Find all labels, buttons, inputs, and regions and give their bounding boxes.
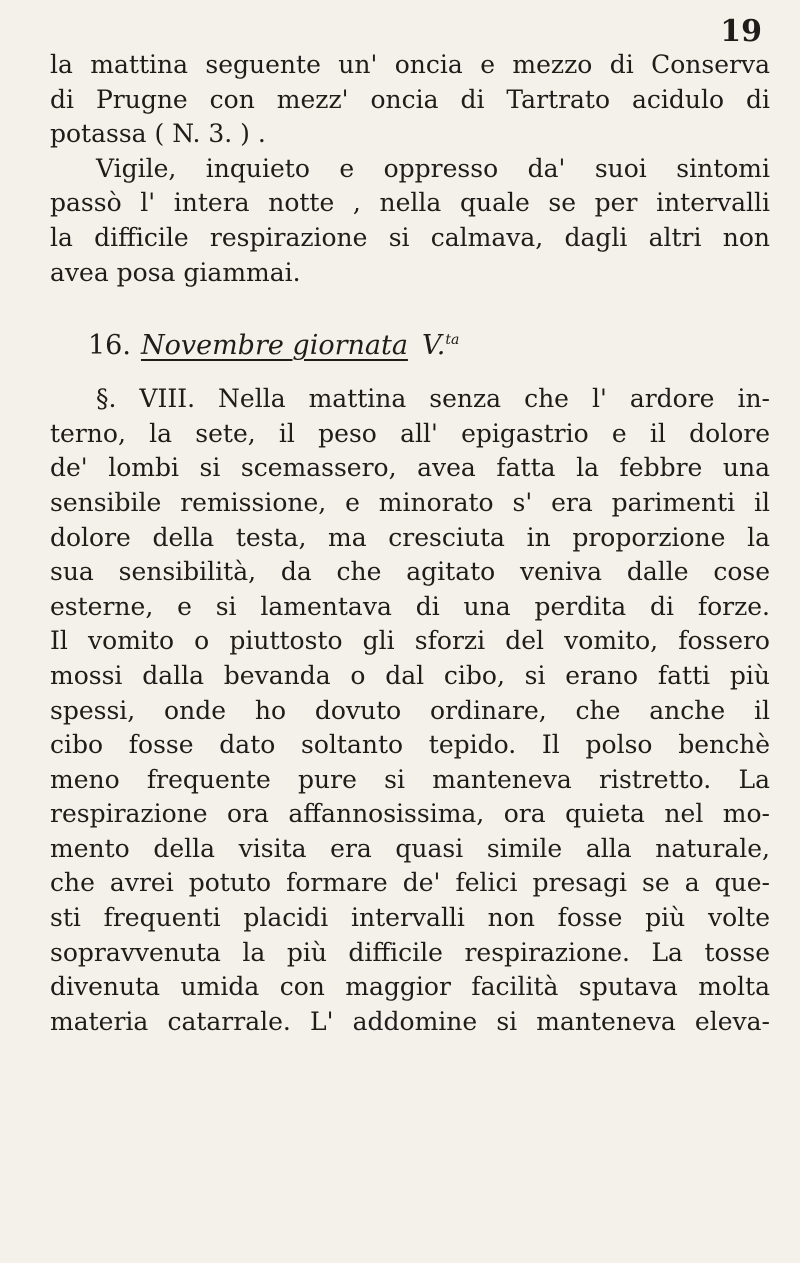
text-line: §. VIII. Nella mattina senza che l' ardore in- bbox=[96, 384, 770, 414]
text-line: meno frequente pure si manteneva ristretto. La bbox=[50, 764, 770, 794]
heading-day bbox=[422, 330, 459, 361]
text-line: che avrei potuto formare de' felici presagi se a que- bbox=[50, 868, 770, 898]
text-line: passò l' intera notte , nella quale se per intervalli bbox=[50, 188, 770, 218]
text-line: sua sensibilità, da che agitato veniva dalle cose bbox=[50, 557, 770, 587]
text-line: mento della visita era quasi simile alla naturale, bbox=[50, 833, 770, 863]
paragraph-1 bbox=[50, 48, 770, 152]
text-line: respirazione ora affannosissima, ora quieta nel mo- bbox=[50, 799, 770, 829]
paragraph-3 bbox=[50, 382, 770, 1039]
text-line: de' lombi si scemassero, avea fatta la febbre una bbox=[50, 453, 770, 483]
text-line: mossi dalla bevanda o dal cibo, si erano fatti più bbox=[50, 660, 770, 690]
text-line: dolore della testa, ma cresciuta in proporzione la bbox=[50, 522, 770, 552]
page-number: 19 bbox=[720, 14, 762, 49]
text-line: cibo fosse dato soltanto tepido. Il polso benchè bbox=[50, 730, 770, 760]
text-line: Vigile, inquieto e oppresso da' suoi sintomi bbox=[96, 153, 770, 183]
text-line: divenuta umida con maggior facilità sputava molta bbox=[50, 972, 770, 1002]
text-line: materia catarrale. L' addomine si manteneva eleva- bbox=[50, 1006, 770, 1036]
text-line: sopravvenuta la più difficile respirazione. La tosse bbox=[50, 937, 770, 967]
heading-month: Novembre giornata bbox=[140, 330, 408, 362]
text-line: terno, la sete, il peso all' epigastrio e il dolore bbox=[50, 418, 770, 448]
text-line: sensibile remissione, e minorato s' era parimenti il bbox=[50, 487, 770, 517]
text-line: avea posa giammai. bbox=[50, 257, 301, 287]
page-text bbox=[50, 48, 770, 1039]
heading-date: 16. bbox=[88, 330, 131, 362]
heading-day-suffix: ta bbox=[445, 332, 460, 349]
paragraph-2 bbox=[50, 152, 770, 290]
heading-day-numeral: V. bbox=[421, 330, 446, 362]
text-line: di Prugne con mezz' oncia di Tartrato acidulo di bbox=[50, 84, 770, 114]
text-line: Il vomito o piuttosto gli sforzi del vomito, fossero bbox=[50, 626, 770, 656]
text-line: la difficile respirazione si calmava, dagli altri non bbox=[50, 222, 770, 252]
text-line: sti frequenti placidi intervalli non fosse più volte bbox=[50, 903, 770, 933]
text-line: esterne, e si lamentava di una perdita di forze. bbox=[50, 591, 770, 621]
text-line: la mattina seguente un' oncia e mezzo di Conserva bbox=[50, 50, 770, 79]
text-line: potassa ( N. 3. ) . bbox=[50, 119, 266, 149]
day-heading bbox=[50, 320, 770, 360]
text-line: spessi, onde ho dovuto ordinare, che anche il bbox=[50, 695, 770, 725]
